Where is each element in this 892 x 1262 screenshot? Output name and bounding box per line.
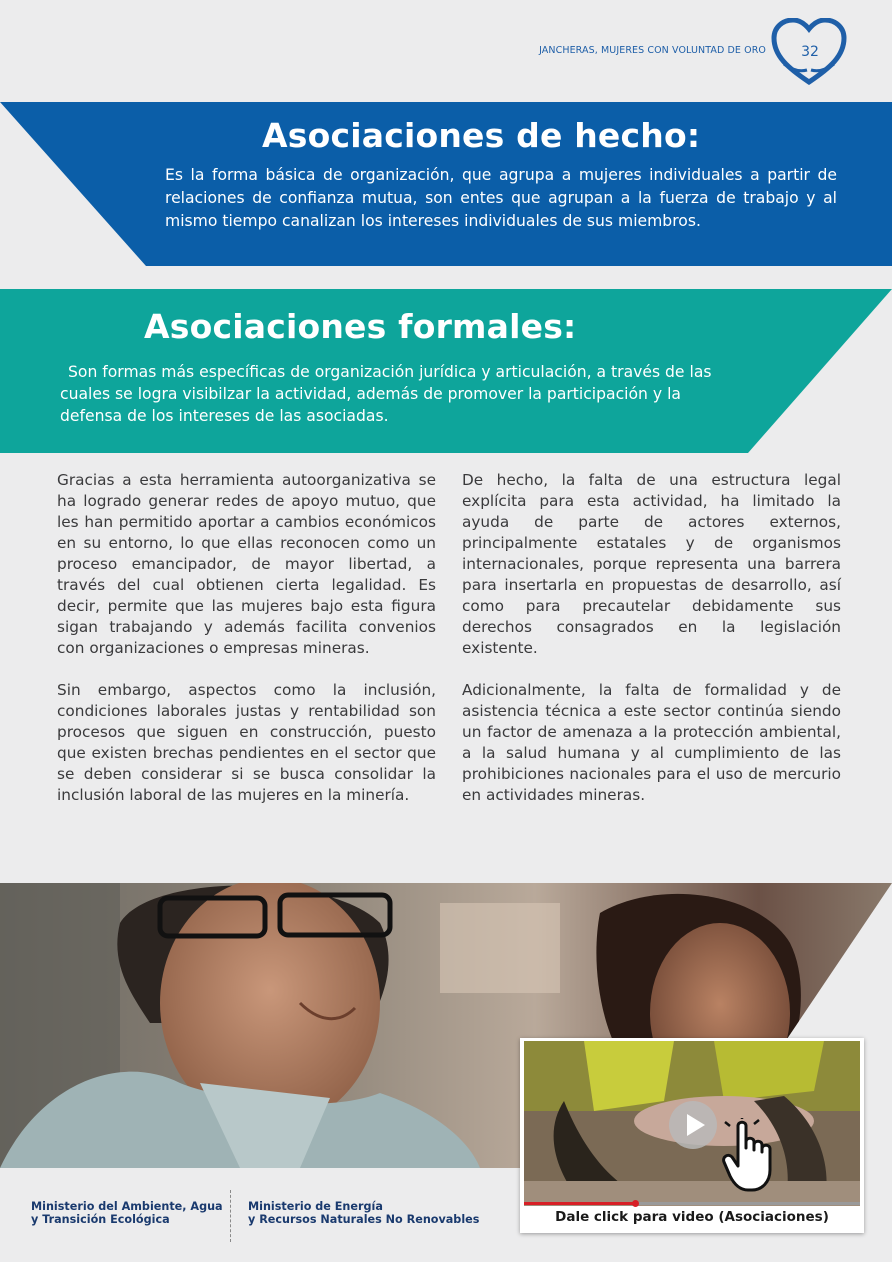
formales-band [0, 289, 892, 453]
paragraph: Gracias a esta herramienta autoorganizativa se ha logrado generar redes de apoyo mutuo, que les han permitido aportar a cambios económicos en su entorno, lo que ellas reconocen como un proceso emancipador, de mayor libertad, a través del cual obtienen cierta legalidad. Es decir, permite que las mujeres bajo esta figura sigan trabajando y además facilita convenios con organizaciones o empresas mineras. [57, 471, 436, 657]
pointer-hand-icon [720, 1118, 780, 1196]
paragraph: De hecho, la falta de una estructura legal explícita para esta actividad, ha limitado la ayuda de parte de actores externos, principalmente estatales y de organismos internacionales, porque representa una barrera para insertarla en propuestas de desarrollo, así como para precautelar debidamente sus derechos consagrados en la legislación existente. [462, 471, 841, 657]
de-hecho-band [0, 102, 892, 266]
running-header-title: JANCHERAS, MUJERES CON VOLUNTAD DE ORO [539, 45, 766, 56]
video-caption[interactable]: Dale click para video (Asociaciones) [555, 1209, 829, 1225]
de-hecho-text: Es la forma básica de organización, que agrupa a mujeres individuales a partir de relaciones de confianza mutua, son entes que agrupan a la fuerza de trabajo y al mismo tiempo canalizan los intereses individuales de sus miembros. [165, 166, 837, 230]
play-icon[interactable] [668, 1100, 718, 1150]
ministry-energia-line2: y Recursos Naturales No Renovables [248, 1213, 480, 1226]
video-link-card[interactable] [520, 1038, 864, 1233]
paragraph: Sin embargo, aspectos como la inclusión, condiciones laborales justas y rentabilidad son procesos que siguen en construcción, puesto que existen brechas pendientes en el sector que se deben considerar si se busca consolidar la inclusión laboral de las mujeres en la minería. [57, 681, 436, 804]
video-progress-bar[interactable] [524, 1202, 860, 1205]
ministry-ambiente-line1: Ministerio del Ambiente, Agua [31, 1200, 223, 1213]
paragraph: Adicionalmente, la falta de formalidad y de asistencia técnica a este sector continúa siendo un factor de amenaza a la protección ambiental, a la salud humana y al cumplimiento de las prohibiciones nacionales para el uso de mercurio en actividades mineras. [462, 681, 841, 804]
ministry-energia [248, 1200, 479, 1226]
ministry-energia-line1: Ministerio de Energía [248, 1200, 383, 1213]
video-progress-fill [524, 1202, 635, 1205]
formales-text: Son formas más específicas de organización jurídica y articulación, a través de las cuales se logra visibilzar la actividad, además de promover la participación y la defensa de los intereses de las asociadas. [60, 363, 712, 425]
de-hecho-title: Asociaciones de hecho: [262, 116, 701, 155]
video-progress-handle[interactable] [632, 1200, 639, 1207]
body-column-left [57, 470, 436, 827]
ministry-ambiente [31, 1200, 223, 1226]
body-column-right [462, 470, 841, 827]
page-number: 32 [801, 44, 819, 60]
footer-divider [230, 1190, 231, 1242]
ministry-ambiente-line2: y Transición Ecológica [31, 1213, 170, 1226]
formales-title: Asociaciones formales: [144, 307, 577, 346]
